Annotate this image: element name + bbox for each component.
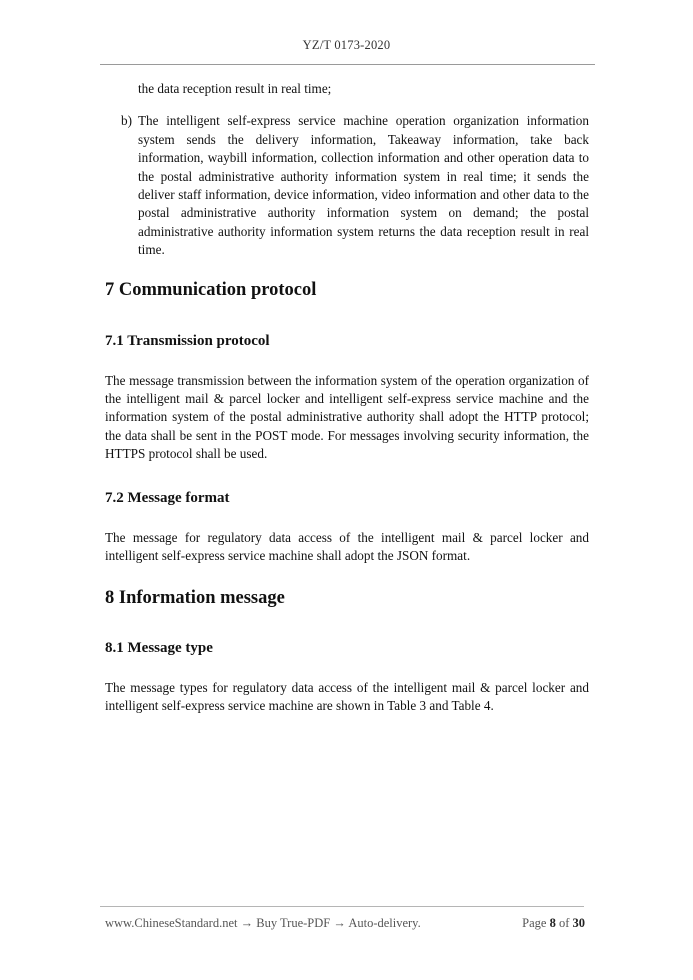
of-label: of bbox=[558, 916, 570, 930]
header-standard-code: YZ/T 0173-2020 bbox=[302, 38, 391, 52]
footer-site-link[interactable]: www.ChineseStandard.net bbox=[105, 916, 238, 930]
total-pages: 30 bbox=[572, 916, 585, 930]
arrow-right-icon: → bbox=[240, 916, 254, 930]
section-8-1-heading: 8.1 Message type bbox=[105, 639, 213, 656]
section-8-1-paragraph: The message types for regulatory data access of the intelligent mail & parcel locker and intelligent self-express service machine are shown in Table 3 and Table 4. bbox=[105, 679, 589, 713]
footer-delivery-text: Auto-delivery. bbox=[348, 916, 421, 930]
continuation-paragraph: the data reception result in real time; bbox=[138, 81, 332, 96]
page-number: 8 bbox=[549, 916, 556, 930]
footer-buy-text: Buy True-PDF bbox=[256, 916, 331, 930]
list-item-b bbox=[105, 112, 589, 259]
section-7-2-heading: 7.2 Message format bbox=[105, 489, 230, 506]
page-content bbox=[105, 80, 589, 715]
section-7-1-heading: 7.1 Transmission protocol bbox=[105, 332, 270, 349]
list-item-b-text: The intelligent self-express service machine operation organization information system sends the delivery information, Takeaway information, take back information, waybill information, collection information and other operation data to the postal administrative authority information system in real time; it sends the deliver staff information, device information, video information and other data to the postal administrative authority information system on demand; the postal administrative authority information system returns the data reception result in real time. bbox=[138, 113, 589, 258]
header-rule bbox=[100, 64, 595, 65]
footer-rule bbox=[100, 906, 584, 907]
section-7-heading: 7 Communication protocol bbox=[105, 279, 317, 300]
section-7-2-paragraph: The message for regulatory data access of the intelligent mail & parcel locker and intelligent self-express service machine shall adopt the JSON format. bbox=[105, 529, 589, 564]
page-label: Page bbox=[522, 916, 547, 930]
footer-promo bbox=[105, 916, 421, 931]
arrow-right-icon: → bbox=[333, 916, 346, 930]
section-8-heading: 8 Information message bbox=[105, 587, 285, 608]
list-marker-b: b) bbox=[121, 113, 132, 129]
page-indicator bbox=[522, 916, 585, 931]
section-7-1-paragraph: The message transmission between the information system of the operation organization of the intelligent mail & parcel locker and intelligent self-express service machine and the information system of the postal administrative authority shall adopt the HTTP protocol; the data shall be sent in the POST mode. For messages involving security information, the HTTPS protocol shall be used. bbox=[105, 372, 589, 462]
